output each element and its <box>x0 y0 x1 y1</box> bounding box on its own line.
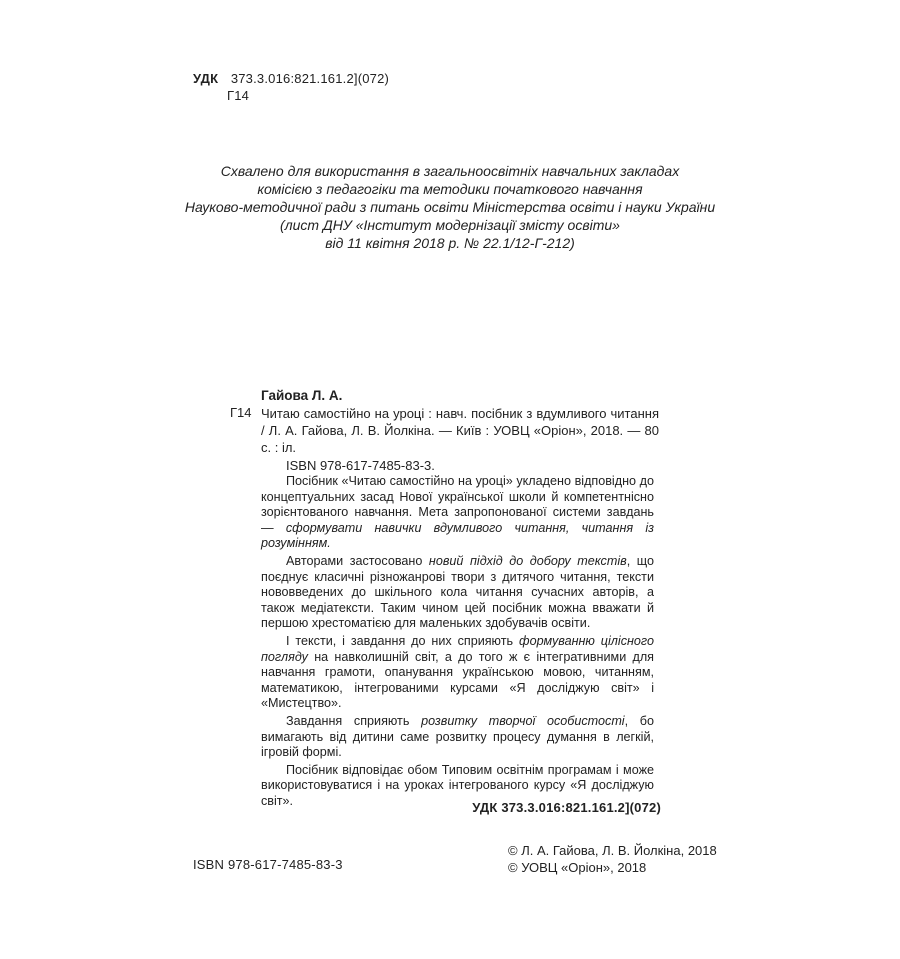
bibliographic-description: Читаю самостійно на уроці : навч. посібник з вдумливого читання / Л. А. Гайова, Л. В. Йолкіна. — Київ : УОВЦ «Оріон», 2018. — 80 с. : іл. <box>261 406 659 455</box>
annotation-text: Авторами застосовано <box>286 553 429 568</box>
annotation-text: , що поєднує класичні різножанрові твори з дитячого читання, тексти нововведених до шкільного кола читання сучасних авторів, а також медіатексти. Таким чином цей посібник можна вважати й першою хрестоматією для маленьких здобувачів освіти. <box>261 553 654 631</box>
udk-line <box>193 70 389 87</box>
annotation-emphasis: сформувати навички вдумливого читання, читання із розумінням. <box>261 520 654 551</box>
udk-footer: УДК 373.3.016:821.161.2](072) <box>472 800 661 815</box>
annotation-text: І тексти, і завдання до них сприяють <box>286 633 519 648</box>
annotation-emphasis: новий підхід до добору текстів <box>428 553 627 568</box>
isbn-footer: ISBN 978-617-7485-83-3 <box>193 857 343 872</box>
approval-line: комісією з педагогіки та методики початкового навчання <box>257 181 643 197</box>
catalog-author: Гайова Л. А. <box>261 388 343 403</box>
annotation-text: Завдання сприяють <box>286 713 422 728</box>
approval-line: Схвалено для використання в загальноосвітніх навчальних закладах <box>220 163 680 179</box>
annotation-paragraph <box>261 714 654 761</box>
annotation <box>261 474 654 809</box>
annotation-text: на навколишній світ, а до того ж є інтегративними для навчання грамоти, опанування українською мовою, читанням, математикою, інтегрованими курсами «Я досліджую світ» і «Мистецтво». <box>261 649 654 711</box>
approval-statement <box>140 162 760 252</box>
annotation-paragraph <box>261 474 654 552</box>
annotation-paragraph <box>261 634 654 712</box>
annotation-paragraph <box>261 554 654 632</box>
approval-line: від 11 квітня 2018 р. № 22.1/12-Г-212) <box>325 235 575 251</box>
annotation-text: , бо вимагають від дитини саме розвитку процесу думання в легкій, ігровій формі. <box>261 713 654 760</box>
udk-code: 373.3.016:821.161.2](072) <box>230 71 390 86</box>
annotation-emphasis: розвитку творчої особистості <box>421 713 625 728</box>
udk-label: УДК <box>193 71 219 86</box>
udk-header <box>193 70 389 104</box>
copyright-block <box>508 842 717 876</box>
catalog-isbn: ISBN 978-617-7485-83-3. <box>286 458 435 473</box>
annotation-text: Посібник «Читаю самостійно на уроці» укладено відповідно до концептуальних засад Нової української школи й компетентнісно зорієнтованого навчання. Мета запропонованої системи завдань — <box>261 474 654 535</box>
catalog-card-index: Г14 <box>230 405 252 420</box>
annotation-emphasis: формуванню цілісного погляду <box>261 633 654 664</box>
annotation-paragraph: Посібник відповідає обом Типовим освітнім програмам і може використовуватися і на уроках інтегрованого курсу «Я досліджую світ». <box>261 762 654 808</box>
copyright-line: © УОВЦ «Оріон», 2018 <box>508 860 647 875</box>
approval-line: Науково-методичної ради з питань освіти Міністерства освіти і науки України <box>184 199 716 215</box>
approval-line: (лист ДНУ «Інститут модернізації змісту освіти» <box>280 217 620 233</box>
copyright-line: © Л. А. Гайова, Л. В. Йолкіна, 2018 <box>508 843 717 858</box>
catalog-index: Г14 <box>227 88 250 103</box>
